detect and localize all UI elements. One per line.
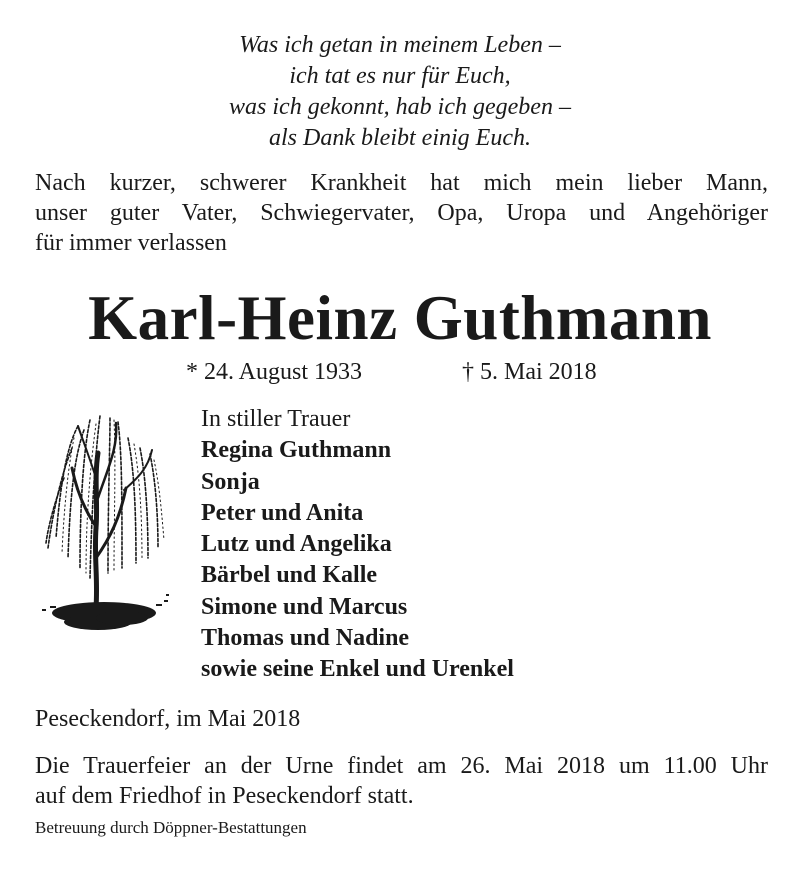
- intro-line: für immer verlassen: [35, 230, 227, 256]
- deceased-name: Karl-Heinz Guthmann: [88, 283, 712, 353]
- memorial-poem: [0, 30, 800, 154]
- poem-line: was ich gekonnt, hab ich gegeben –: [229, 94, 571, 120]
- funeral-info: [35, 751, 768, 811]
- poem-line: Was ich getan in meinem Leben –: [239, 32, 561, 58]
- life-dates: [0, 357, 800, 387]
- mourners-list: [201, 404, 761, 686]
- mourner-name: Lutz und Angelika: [201, 531, 392, 558]
- mourner-name: Peter und Anita: [201, 499, 364, 526]
- mourner-name: Thomas und Nadine: [201, 625, 410, 652]
- death-date: † 5. Mai 2018: [462, 359, 597, 385]
- funeral-line: auf dem Friedhof in Peseckendorf statt.: [35, 783, 414, 809]
- birth-date: * 24. August 1933: [186, 359, 363, 385]
- mourner-name: Regina Guthmann: [201, 437, 392, 464]
- intro-line: Nach kurzer, schwerer Krankheit hat mich mein lieber Mann,: [35, 170, 768, 196]
- mourner-name: Simone und Marcus: [201, 593, 408, 620]
- poem-line: ich tat es nur für Euch,: [289, 63, 511, 89]
- place-date: Peseckendorf, im Mai 2018: [35, 706, 301, 732]
- poem-line: als Dank bleibt einig Euch.: [269, 125, 531, 151]
- mourner-name: sowie seine Enkel und Urenkel: [201, 656, 514, 683]
- funeral-line: Die Trauerfeier an der Urne findet am 26. Mai 2018 um 11.00 Uhr: [35, 753, 768, 779]
- mourning-lead: In stiller Trauer: [201, 406, 351, 432]
- funeral-home-note: Betreuung durch Döppner-Bestattungen: [35, 818, 307, 837]
- mourner-name: Bärbel und Kalle: [201, 562, 378, 589]
- weeping-willow-icon: [38, 408, 178, 648]
- intro-text: [35, 168, 768, 258]
- mourner-name: Sonja: [201, 468, 260, 495]
- intro-line: unser guter Vater, Schwiegervater, Opa, Uropa und Angehöriger: [35, 200, 768, 226]
